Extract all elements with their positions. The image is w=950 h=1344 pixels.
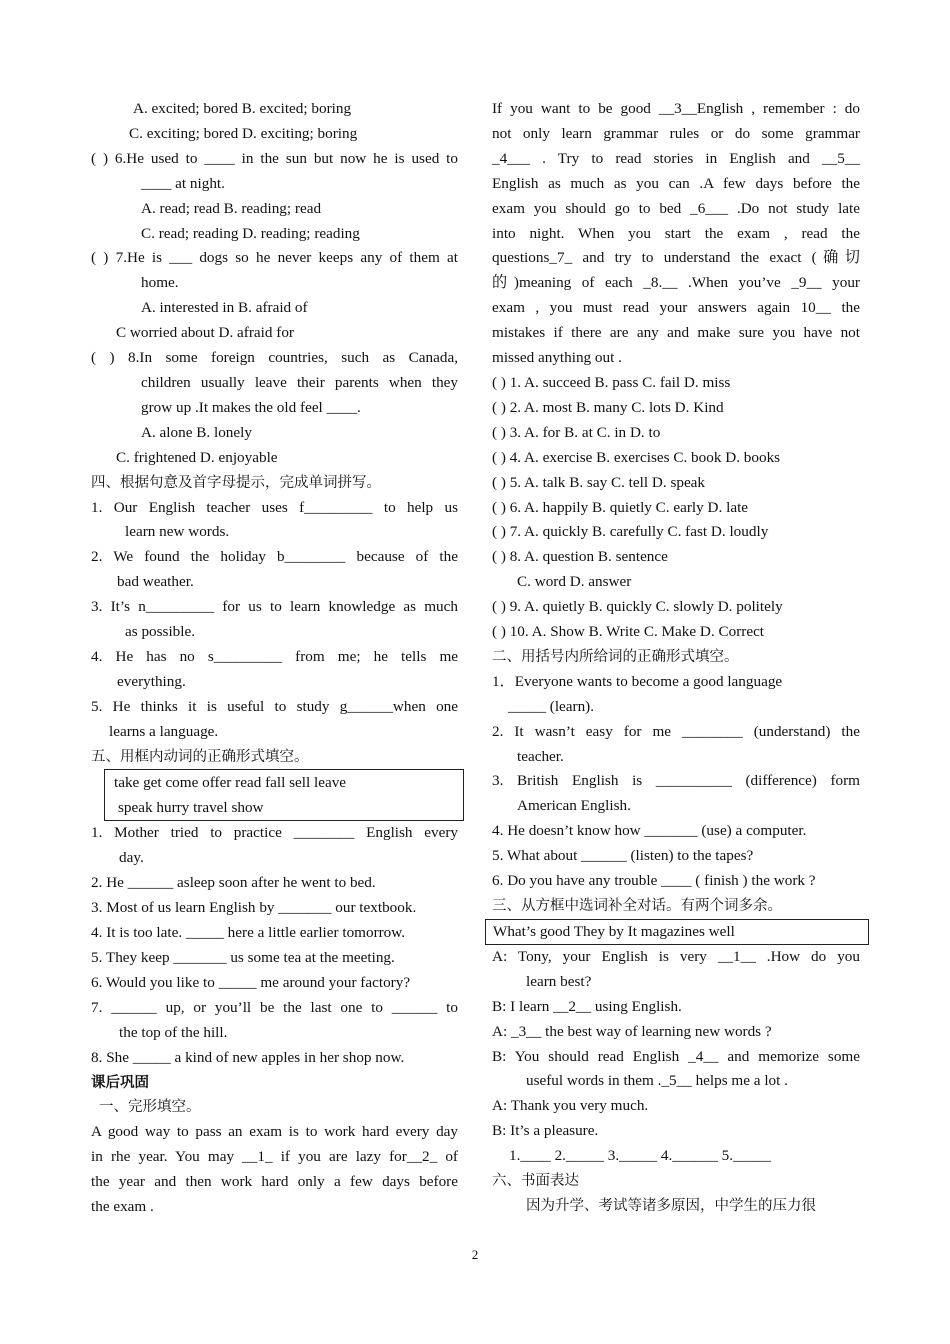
choice-line: ( ) 8. A. question B. sentence: [492, 548, 668, 566]
option-line: C. read; reading D. reading; reading: [141, 224, 360, 242]
choice-line: ( ) 10. A. Show B. Write C. Make D. Correct: [492, 623, 765, 641]
question-line: bad weather.: [117, 573, 194, 591]
question-line: 2. He ______ asleep soon after he went to bed.: [91, 874, 376, 892]
question-line: 4. It is too late. _____ here a little earlier tomorrow.: [91, 924, 406, 942]
question-line: _____ (learn).: [508, 697, 595, 715]
question-line: 1. Our English teacher uses f_________ to help us: [91, 498, 458, 516]
option-line: A. read; read B. reading; read: [141, 199, 322, 217]
question-line: 5. They keep _______ us some tea at the meeting.: [91, 949, 395, 966]
choice-line: ( ) 4. A. exercise B. exercises C. book D. books: [492, 448, 781, 466]
question-line: 7. ______ up, or you’ll be the last one to ______ to: [91, 998, 458, 1016]
question-line: home.: [141, 274, 179, 292]
question-line: as possible.: [125, 623, 196, 641]
question-line: 4. He has no s_________ from me; he tells me: [91, 647, 458, 665]
left-column: [91, 97, 458, 1220]
writing-prompt: 因为升学、考试等诸多原因，中学生的压力很: [526, 1197, 816, 1214]
choice-line: ( ) 6. A. happily B. quietly C. early D. late: [492, 498, 749, 516]
page-number: 2: [471, 1247, 479, 1262]
passage-line: missed anything out .: [492, 349, 622, 367]
question-line: learns a language.: [109, 722, 219, 740]
question-line: 5. What about ______ (listen) to the tapes?: [492, 847, 754, 865]
question-line: grow up .It makes the old feel ____.: [141, 398, 361, 416]
word-box: [104, 769, 464, 821]
question-line: children usually leave their parents when they: [141, 373, 458, 391]
question-line: 5. He thinks it is useful to study g______when one: [91, 697, 458, 715]
after-class-heading: 课后巩固: [91, 1074, 149, 1091]
right-column: [492, 97, 860, 1219]
dialog-line: A: _3__ the best way of learning new words ?: [492, 1022, 772, 1040]
question-line: American English.: [517, 797, 631, 815]
section-six-title: 六、书面表达: [492, 1173, 579, 1190]
choice-line: ( ) 1. A. succeed B. pass C. fail D. miss: [492, 373, 731, 391]
question-line: 1. Mother tried to practice ________ English every: [91, 824, 458, 842]
word-box-line: speak hurry travel show: [118, 799, 264, 817]
dialog-line: useful words in them ._5__ helps me a lot .: [526, 1072, 788, 1090]
option-line: A. interested in B. afraid of: [141, 299, 308, 317]
question-line: ____ at night.: [141, 174, 225, 192]
question-line: the top of the hill.: [119, 1023, 228, 1041]
section-four-title: 四、根据句意及首字母提示，完成单词拼写。: [91, 474, 381, 491]
question-line: ( ) 6.He used to ____ in the sun but now he is used to: [91, 149, 458, 167]
cloze-title: 一、完形填空。: [99, 1099, 201, 1116]
question-line: day.: [119, 849, 144, 867]
choice-line: ( ) 5. A. talk B. say C. tell D. speak: [492, 473, 706, 491]
question-line: ( ) 7.He is ___ dogs so he never keeps any of them at: [91, 249, 458, 267]
option-line: C. exciting; bored D. exciting; boring: [129, 124, 358, 142]
passage-line: 的)meaning of each _8.__ .When you’ve _9__ your: [492, 274, 860, 292]
option-line: C. frightened D. enjoyable: [116, 448, 278, 466]
option-line: A. alone B. lonely: [141, 423, 252, 441]
section-three-title: 三、从方框中选词补全对话。有两个词多余。: [492, 898, 782, 914]
passage-line: in rhe year. You may __1_ if you are lazy for__2_ of: [91, 1148, 458, 1166]
section-two-title: 二、用括号内所给词的正确形式填空。: [492, 648, 739, 665]
dialog-line: learn best?: [526, 972, 592, 990]
question-line: 8. She _____ a kind of new apples in her shop now.: [91, 1048, 405, 1066]
passage-line: A good way to pass an exam is to work hard every day: [91, 1123, 458, 1141]
choice-line: ( ) 7. A. quickly B. carefully C. fast D. loudly: [492, 523, 769, 541]
question-line: 6. Do you have any trouble ____ ( finish ) the work ?: [492, 872, 816, 890]
question-line: 3. British English is __________ (difference) form: [492, 772, 860, 790]
passage-line: exam you should go to bed _6___ .Do not study late: [492, 199, 860, 217]
section-five-title: 五、用框内动词的正确形式填空。: [91, 748, 309, 765]
choice-line: ( ) 9. A. quietly B. quickly C. slowly D. politely: [492, 598, 783, 616]
dialog-line: A: Thank you very much.: [492, 1097, 649, 1115]
question-line: teacher.: [517, 747, 564, 765]
option-line: C worried about D. afraid for: [116, 324, 294, 342]
passage-line: English as much as you can .A few days before the: [492, 174, 860, 192]
question-line: 2. We found the holiday b________ because of the: [91, 548, 458, 566]
question-line: 1．Everyone wants to become a good language: [492, 672, 783, 690]
passage-line: If you want to be good __3__English , remember : do: [492, 100, 860, 117]
passage-line: not only learn grammar rules or do some grammar: [492, 124, 860, 142]
question-line: 3. It’s n_________ for us to learn knowledge as much: [91, 598, 458, 616]
dialog-line: B: I learn __2__ using English.: [492, 997, 682, 1015]
passage-line: mistakes if there are any and make sure you have not: [492, 324, 860, 342]
answer-blanks: 1.____ 2._____ 3._____ 4.______ 5._____: [509, 1147, 771, 1165]
word-box-line: take get come offer read fall sell leave: [114, 774, 347, 792]
choice-line: C. word D. answer: [517, 573, 632, 591]
dialog-line: B: You should read English _4__ and memorize some: [492, 1047, 860, 1065]
passage-line: the year and then work hard only a few days before: [91, 1173, 458, 1191]
passage-line: the exam .: [91, 1198, 154, 1216]
question-line: 6. Would you like to _____ me around your factory?: [91, 973, 411, 991]
question-line: 4. He doesn’t know how _______ (use) a computer.: [492, 822, 807, 840]
dialog-line: B: It’s a pleasure.: [492, 1122, 599, 1140]
question-line: learn new words.: [125, 523, 230, 541]
passage-line: exam , you must read your answers again 10__ the: [492, 299, 860, 317]
question-line: everything.: [117, 672, 186, 690]
choice-line: ( ) 3. A. for B. at C. in D. to: [492, 423, 661, 441]
question-line: ( ) 8.In some foreign countries, such as Canada,: [91, 349, 458, 367]
question-line: 3. Most of us learn English by _______ our textbook.: [91, 899, 417, 917]
word-box: What’s good They by It magazines well: [485, 919, 869, 945]
dialog-line: A: Tony, your English is very __1__ .How do you: [492, 947, 860, 965]
passage-line: into night. When you start the exam , read the: [492, 224, 860, 242]
option-line: A. excited; bored B. excited; boring: [133, 100, 352, 117]
question-line: 2. It wasn’t easy for me ________ (understand) the: [492, 722, 860, 740]
choice-line: ( ) 2. A. most B. many C. lots D. Kind: [492, 398, 724, 416]
passage-line: _4___ . Try to read stories in English and __5__: [492, 149, 860, 167]
passage-line: questions_7_ and try to understand the exact (确切: [492, 249, 860, 267]
